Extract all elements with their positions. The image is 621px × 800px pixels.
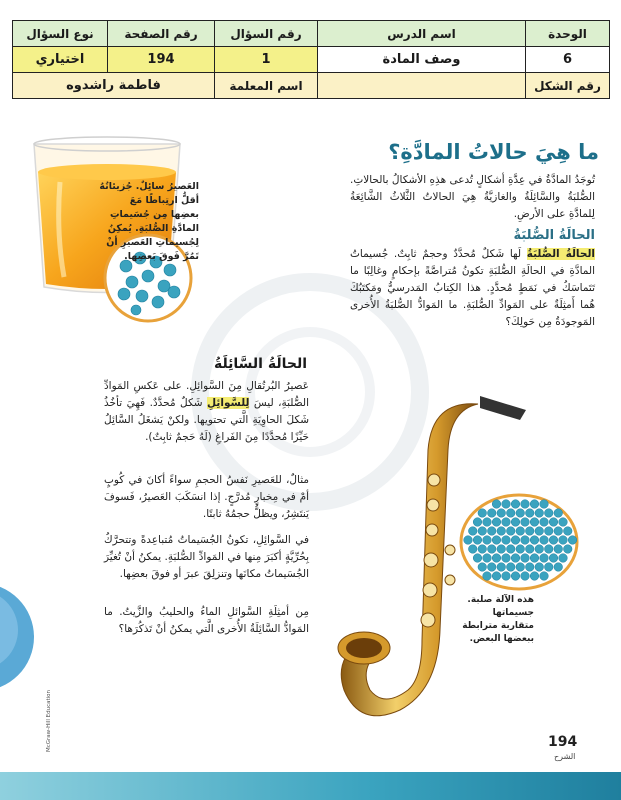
solid-particle: [525, 527, 534, 536]
solid-particle: [487, 509, 496, 518]
solid-particle: [521, 572, 530, 581]
solid-particles-diagram: [458, 492, 580, 592]
solid-particle: [506, 563, 515, 572]
solid-particle: [530, 500, 539, 509]
solid-particle: [554, 509, 563, 518]
solid-particle: [544, 563, 553, 572]
liquid-heading: الحالَةُ السَّائِلَةُ: [213, 356, 307, 372]
solid-particle: [554, 527, 563, 536]
solid-particle: [530, 572, 539, 581]
solid-particle: [559, 554, 568, 563]
solid-particle: [516, 527, 525, 536]
solid-particle: [521, 518, 530, 527]
page-number: 194: [548, 734, 578, 750]
solid-particle: [506, 527, 515, 536]
solid-particle: [549, 554, 558, 563]
unit-value: 6: [526, 47, 610, 73]
liquid-term: لِلسَّوائِلِ: [207, 397, 250, 409]
solid-particle: [535, 509, 544, 518]
solid-particle: [521, 554, 530, 563]
solid-particle: [502, 500, 511, 509]
solid-particle: [497, 563, 506, 572]
solid-particle: [530, 536, 539, 545]
solid-particle: [554, 545, 563, 554]
solid-particle: [544, 545, 553, 554]
page-title: ما هِيَ حالاتُ المادَّةِ؟: [388, 140, 599, 164]
footer-bar: [0, 772, 621, 800]
teacher-label: اسم المعلمة: [215, 73, 318, 99]
intro-paragraph: تُوجَدُ المادَّةُ في عِدَّةِ أشكالٍ تُدعى هذِهِ الأشكالُ بالحالاتِ. الصُّلبَةُ والسَّائِلَةُ والغازيَّةُ هِيَ الحالاتُ الثَّلاثُ الشَّائِعَةُ لِلمادَّةِ على الأرضِ.: [350, 174, 595, 220]
solid-particle: [502, 554, 511, 563]
solid-particle: [487, 563, 496, 572]
globe-decoration: [0, 572, 34, 702]
solid-particle: [497, 545, 506, 554]
solid-particle: [511, 536, 520, 545]
solid-particle: [464, 536, 473, 545]
solid-particle: [540, 554, 549, 563]
solid-particle: [497, 509, 506, 518]
solid-particle: [492, 572, 501, 581]
solid-particle: [559, 518, 568, 527]
solid-particle: [568, 536, 577, 545]
solid-particle: [506, 545, 515, 554]
solid-term: الحالَةُ الصُّلبَةُ: [526, 248, 595, 260]
solid-particle: [521, 536, 530, 545]
solid-particle: [559, 536, 568, 545]
figure-number-value: [318, 73, 526, 99]
solid-particle: [492, 518, 501, 527]
lesson-value: وصف المادة: [318, 47, 526, 73]
solid-particle: [530, 518, 539, 527]
page-number-value: 194: [108, 47, 215, 73]
solid-particle: [549, 536, 558, 545]
liquid-paragraph-4: مِن أمثِلَةِ السَّوائلِ الماءُ والحليبُ والزَّيتُ. ما المَوادُّ السَّائِلَةُ الأُخرى الَّتي يمكنُ أنْ تَذكُرَها؟: [104, 606, 309, 635]
side-credit: McGraw-Hill Education: [46, 690, 52, 752]
solid-particle: [473, 554, 482, 563]
liquid-paragraph-1: عَصيرُ البُرتُقالِ مِنَ السَّوائِلِ. على عَكسِ المَوادِّ الصُّلبَةِ، ليسَ لِلسَّوائِلِ شَكلٌ مُحدَّدٌ. فَهِيَ تأخُذُ شَكلَ الحاوِيَةِ الَّتي تحتويها. ولكنْ يَشغَلُ السَّائِلُ حَيِّزًا مُحدَّدًا مِنَ الفَراغِ (لَهُ حَجمٌ ثابِتٌ).: [104, 380, 309, 443]
solid-particle: [487, 527, 496, 536]
solid-particle: [521, 500, 530, 509]
solid-particle: [525, 509, 534, 518]
solid-paragraph: [350, 246, 595, 331]
solid-particle: [544, 527, 553, 536]
juice-caption: العَصيرُ سائِلٌ. جُزيئاتُهُ أقلُّ ارتِباطًا مَعَ بعضِها مِن جُسَيماتِ المادَّةِ الصُّلبَةِ. يُمكِنُ لِجُسيماتِ العَصيرِ أنْ تَمُرَّ فَوقَ بَعضِها.: [99, 181, 199, 262]
solid-particle: [473, 536, 482, 545]
solid-particle: [483, 554, 492, 563]
liquid-paragraph-3: في السَّوائِلِ، تكونُ الجُسَيماتُ مُتباعِدةً وتتحرَّكُ بِحُرِّيَّةٍ أكبَرَ مِنها في المَوادِّ الصُّلبَةِ. يمكنُ أنْ تُغيِّرَ الجُسَيماتُ مكانَها وتنزلِقَ عبرَ أو فوقَ بعضِها.: [104, 534, 309, 580]
solid-particle: [511, 500, 520, 509]
lesson-label: اسم الدرس: [318, 21, 526, 47]
solid-particle: [563, 545, 572, 554]
solid-particle: [525, 545, 534, 554]
solid-particle: [549, 518, 558, 527]
solid-particle: [540, 572, 549, 581]
solid-particle: [478, 509, 487, 518]
figure-number-label: رقم الشكل: [526, 73, 610, 99]
solid-particle: [492, 500, 501, 509]
solid-heading: الحالَةُ الصُّلبَةُ: [513, 228, 595, 243]
solid-particle: [530, 554, 539, 563]
solid-particle: [544, 509, 553, 518]
question-type-label: نوع السؤال: [13, 21, 108, 47]
solid-particle: [478, 563, 487, 572]
solid-text: لَها شَكلٌ مُحدَّدٌ وحجمٌ ثابِتٌ. جُسيماتُ المادَّةِ في الحالَةِ الصُّلبَةِ تكونُ مُتراصَّةً بإحكامٍ وغالِبًا ما تَتَماسَكُ في نَمَطٍ مُحدَّدٍ. هذا الكِتابُ المَدرسيُّ ومَكتَبُكَ هُما أَمثِلَةٌ على المَوادِّ الصُّلبَةِ. ما المَوادُّ الصُّلبَةُ الأُخرى المَوجودَةُ مِن حَولِكَ؟: [350, 248, 595, 328]
solid-particle: [468, 527, 477, 536]
solid-particle: [563, 527, 572, 536]
solid-particle: [468, 545, 477, 554]
solid-particle: [478, 527, 487, 536]
solid-particle: [506, 509, 515, 518]
solid-particle: [554, 563, 563, 572]
unit-label: الوحدة: [526, 21, 610, 47]
teacher-value: فاطمة راشدوه: [13, 73, 215, 99]
solid-particle: [492, 554, 501, 563]
solid-particle: [516, 509, 525, 518]
page-number-label: رقم الصفحة: [108, 21, 215, 47]
solid-particle: [478, 545, 487, 554]
question-number-value: 1: [215, 47, 318, 73]
solid-particle: [483, 572, 492, 581]
question-type-value: اختياري: [13, 47, 108, 73]
solid-particle: [511, 554, 520, 563]
question-number-label: رقم السؤال: [215, 21, 318, 47]
solid-particle: [492, 536, 501, 545]
solid-particle: [516, 545, 525, 554]
solid-particle: [511, 518, 520, 527]
solid-particle: [535, 527, 544, 536]
solid-particle: [535, 545, 544, 554]
liquid-paragraph-2: مثالٌ، للعَصيرِ نَفسُ الحجمِ سواءً أكانَ في كُوبٍ أمْ في مِخبارٍ مُدرَّجٍ. إذا انسَكَبَ العَصيرُ، فَسوفَ يَنتَشِرُ، ويظلُّ حجمُهُ ثابتًا.: [104, 474, 309, 520]
solid-particle: [502, 572, 511, 581]
solid-particle: [540, 536, 549, 545]
solid-particle: [502, 536, 511, 545]
saxophone-caption: هذه الآلة صلبة. جسيماتها متقاربة مترابطة ببعضها البعض.: [462, 595, 534, 644]
solid-particle: [502, 518, 511, 527]
solid-particle: [540, 518, 549, 527]
solid-particle: [540, 500, 549, 509]
textbook-page: [0, 112, 621, 800]
solid-particle: [535, 563, 544, 572]
solid-particle: [516, 563, 525, 572]
solid-particle: [487, 545, 496, 554]
solid-particle: [511, 572, 520, 581]
solid-particle: [483, 518, 492, 527]
page-section-label: الشرح: [554, 752, 576, 761]
solid-particle: [525, 563, 534, 572]
solid-particle: [497, 527, 506, 536]
solid-particle: [483, 536, 492, 545]
solid-particle: [473, 518, 482, 527]
info-table: [12, 20, 610, 99]
